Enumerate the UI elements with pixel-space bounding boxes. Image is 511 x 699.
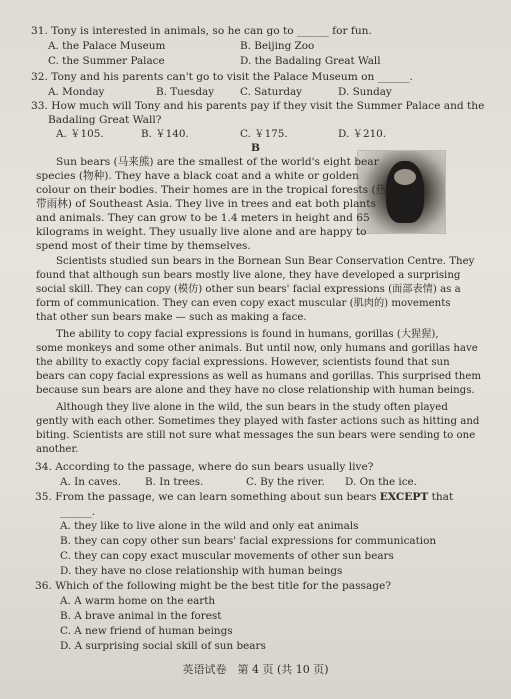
q36-option-a: A. A warm home on the earth: [60, 595, 216, 607]
q31-stem: 31. Tony is interested in animals, so he can go to ______ for fun.: [31, 25, 372, 37]
passage-line: kilograms in weight. They usually live alone and are happy to: [36, 226, 367, 238]
passage-line: bears can copy facial expressions as well as humans and gorillas. This surprised them: [36, 371, 482, 382]
q35-option-a: A. they like to live alone in the wild and only eat animals: [60, 520, 359, 532]
q33-option-c: C. ￥175.: [240, 128, 288, 140]
passage-line: because sun bears are alone and they have no close relationship with human beings.: [36, 385, 475, 396]
q33-option-a: A. ￥105.: [56, 128, 104, 140]
section-heading: B: [251, 142, 260, 154]
q32-option-a: A. Monday: [48, 86, 105, 98]
q32-stem: 32. Tony and his parents can't go to visit the Palace Museum on ______.: [31, 71, 413, 83]
q36-option-b: B. A brave animal in the forest: [60, 610, 222, 622]
passage-line: found that although sun bears mostly live alone, they have developed a surprising: [36, 270, 461, 281]
q33-stem-line2: Badaling Great Wall?: [48, 114, 162, 126]
passage-line: form of communication. They can even copy exact muscular (肌肉的) movements: [36, 298, 451, 309]
passage-line: that other sun bears make — such as making a face.: [36, 312, 307, 323]
q35-blank: ______.: [60, 506, 96, 518]
q35-except-emphasis: EXCEPT: [379, 491, 429, 503]
q34-option-b: B. In trees.: [145, 476, 204, 488]
passage-line: Although they live alone in the wild, the sun bears in the study often played: [56, 402, 448, 413]
passage-line: another.: [36, 444, 79, 455]
passage-line: spend most of their time by themselves.: [36, 240, 251, 252]
passage-line: Sun bears (马来熊) are the smallest of the world's eight bear: [56, 156, 379, 168]
q32-option-d: D. Sunday: [338, 86, 392, 98]
passage-line: The ability to copy facial expressions is found in humans, gorillas (大猩猩),: [56, 329, 439, 340]
passage-line: the ability to exactly copy facial expressions. However, scientists found that sun: [36, 357, 450, 368]
passage-line: gently with each other. Sometimes they played with faster actions such as hitting and: [36, 416, 480, 427]
passage-line: Scientists studied sun bears in the Bornean Sun Bear Conservation Centre. They: [56, 256, 475, 267]
q34-option-a: A. In caves.: [60, 476, 121, 488]
q33-option-d: D. ￥210.: [338, 128, 387, 140]
q35-option-c: C. they can copy exact muscular movements of other sun bears: [60, 550, 394, 562]
passage-line: biting. Scientists are still not sure what messages the sun bears were sending to one: [36, 430, 476, 441]
q36-option-d: D. A surprising social skill of sun bears: [60, 640, 266, 652]
passage-line: social skill. They can copy (模仿) other sun bears' facial expressions (面部表情) as a: [36, 284, 461, 295]
q32-option-b: B. Tuesday: [156, 86, 215, 98]
passage-line: and animals. They can grow to be 1.4 meters in height and 65: [36, 212, 370, 224]
q32-option-c: C. Saturday: [240, 86, 303, 98]
q36-option-c: C. A new friend of human beings: [60, 625, 233, 637]
q31-option-d: D. the Badaling Great Wall: [240, 55, 381, 67]
q36-stem: 36. Which of the following might be the best title for the passage?: [35, 580, 392, 592]
passage-line: species (物种). They have a black coat and a white or golden: [36, 170, 359, 182]
q34-option-d: D. On the ice.: [345, 476, 417, 488]
q35-option-d: D. they have no close relationship with human beings: [60, 565, 343, 577]
q31-option-b: B. Beijing Zoo: [240, 40, 315, 52]
page-footer: 英语试卷 第 4 页 (共 10 页): [182, 663, 329, 676]
passage-line: some monkeys and some other animals. But until now, only humans and gorillas have: [36, 343, 478, 354]
q33-option-b: B. ￥140.: [141, 128, 189, 140]
q31-option-a: A. the Palace Museum: [48, 40, 166, 52]
q31-option-c: C. the Summer Palace: [48, 55, 165, 67]
q35-option-b: B. they can copy other sun bears' facial expressions for communication: [60, 535, 437, 547]
q33-stem-line1: 33. How much will Tony and his parents pay if they visit the Summer Palace and the: [31, 100, 485, 112]
passage-line: 带雨林) of Southeast Asia. They live in trees and eat both plants: [36, 198, 376, 210]
q34-option-c: C. By the river.: [246, 476, 325, 488]
q34-stem: 34. According to the passage, where do sun bears usually live?: [35, 461, 374, 473]
q35-stem: 35. From the passage, we can learn something about sun bears EXCEPT that: [35, 491, 454, 503]
passage-line: colour on their bodies. Their homes are in the tropical forests (热: [36, 184, 387, 196]
